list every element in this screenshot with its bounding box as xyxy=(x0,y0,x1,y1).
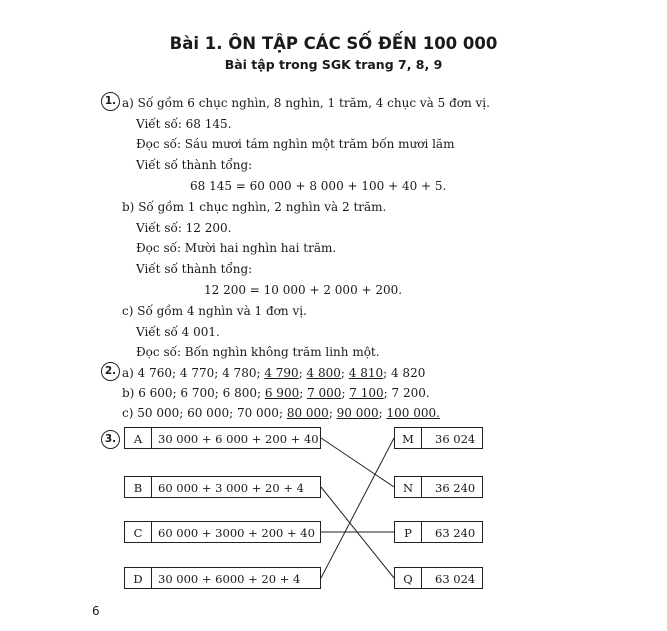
page-subtitle: Bài tập trong SGK trang 7, 8, 9 xyxy=(224,57,443,72)
exercise-2-number: 2. xyxy=(101,362,120,381)
ex2-b-filled-1: 6 900 xyxy=(264,386,300,400)
link-d-m xyxy=(321,438,394,578)
page-title: Bài 1. ÔN TẬP CÁC SỐ ĐẾN 100 000 xyxy=(169,34,498,53)
ex2-b-label: b) xyxy=(122,386,135,400)
right-box-p-value: 63 240 xyxy=(435,526,476,540)
ex2-a-given-2: 4 770 xyxy=(179,366,215,380)
ex2-c-filled-3: 100 000. xyxy=(386,406,440,420)
ex1-c-label: c) xyxy=(122,304,134,318)
left-box-b-expression: 60 000 + 3 000 + 20 + 4 xyxy=(158,481,304,495)
left-box-b-letter: B xyxy=(125,477,152,497)
link-a-n xyxy=(321,438,394,487)
left-box-a xyxy=(124,427,321,449)
ex1-a-sum: 68 145 = 60 000 + 8 000 + 100 + 40 + 5. xyxy=(190,179,447,193)
ex1-b-sum-label: Viết số thành tổng: xyxy=(136,262,253,276)
ex1-a-description: Số gồm 6 chục nghìn, 8 nghìn, 1 trăm, 4 chục và 5 đơn vị. xyxy=(137,96,490,110)
ex2-b-given-2: 6 700 xyxy=(180,386,215,400)
ex2-b-filled-3: 7 100 xyxy=(349,386,384,400)
page-number: 6 xyxy=(92,604,100,618)
left-box-a-letter: A xyxy=(125,428,152,448)
right-box-p xyxy=(394,521,483,543)
ex2-a-last: 4 820 xyxy=(390,366,426,380)
ex1-b-label: b) xyxy=(122,200,135,214)
ex2-c-given-1: 50 000 xyxy=(137,406,180,420)
ex2-c-sequence: c) 50 000; 60 000; 70 000; 80 000; 90 000; 100 000. xyxy=(122,406,440,420)
ex1-a-label: a) xyxy=(122,96,134,110)
ex2-b-given-1: 6 600 xyxy=(138,386,173,400)
ex2-b-last: 7 200. xyxy=(391,386,430,400)
right-box-n-value: 36 240 xyxy=(435,481,476,495)
left-box-d-letter: D xyxy=(125,568,152,588)
ex2-a-filled-2: 4 800 xyxy=(306,366,341,380)
ex1-b-sum: 12 200 = 10 000 + 2 000 + 200. xyxy=(204,283,403,297)
ex1-b-description: Số gồm 1 chục nghìn, 2 nghìn và 2 trăm. xyxy=(138,200,387,214)
right-box-m xyxy=(394,427,483,449)
exercise-1-number: 1. xyxy=(101,92,120,111)
ex2-b-sequence: b) 6 600; 6 700; 6 800; 6 900; 7 000; 7 100; 7 200. xyxy=(122,386,430,400)
ex2-a-given-3: 4 780 xyxy=(222,366,257,380)
left-box-c-letter: C xyxy=(125,522,152,542)
ex2-c-given-3: 70 000 xyxy=(236,406,279,420)
ex2-a-given-1: 4 760 xyxy=(137,366,173,380)
ex1-a-write: Viết số: 68 145. xyxy=(136,117,232,131)
left-box-b xyxy=(124,476,321,498)
left-box-a-expression: 30 000 + 6 000 + 200 + 40 xyxy=(158,432,319,446)
ex1-a-read: Đọc số: Sáu mươi tám nghìn một trăm bốn mươi lăm xyxy=(136,137,455,151)
right-box-m-letter: M xyxy=(395,428,422,448)
left-box-d xyxy=(124,567,321,589)
ex1-b-read: Đọc số: Mười hai nghìn hai trăm. xyxy=(136,241,337,255)
ex2-c-given-2: 60 000 xyxy=(187,406,230,420)
ex2-c-filled-1: 80 000 xyxy=(286,406,329,420)
exercise-3-number: 3. xyxy=(101,430,120,449)
right-box-q-letter: Q xyxy=(395,568,422,588)
ex1-c-write: Viết số 4 001. xyxy=(136,325,220,339)
right-box-n xyxy=(394,476,483,498)
left-box-d-expression: 30 000 + 6000 + 20 + 4 xyxy=(158,572,301,586)
right-box-p-letter: P xyxy=(395,522,422,542)
ex1-b-write: Viết số: 12 200. xyxy=(136,221,232,235)
ex2-b-filled-2: 7 000 xyxy=(307,386,342,400)
right-box-m-value: 36 024 xyxy=(435,432,476,446)
ex1-a-sum-label: Viết số thành tổng: xyxy=(136,158,253,172)
ex2-a-sequence: a) 4 760; 4 770; 4 780; 4 790; 4 800; 4 810; 4 820 xyxy=(122,366,426,380)
right-box-q xyxy=(394,567,483,589)
ex1-c-description: Số gồm 4 nghìn và 1 đơn vị. xyxy=(137,304,307,318)
left-box-c xyxy=(124,521,321,543)
ex2-a-filled-3: 4 810 xyxy=(348,366,384,380)
ex2-c-filled-2: 90 000 xyxy=(336,406,379,420)
left-box-c-expression: 60 000 + 3000 + 200 + 40 xyxy=(158,526,315,540)
right-box-n-letter: N xyxy=(395,477,422,497)
ex2-a-label: a) xyxy=(122,366,134,380)
ex2-c-label: c) xyxy=(122,406,134,420)
ex2-b-given-3: 6 800 xyxy=(222,386,257,400)
ex1-c-read: Đọc số: Bốn nghìn không trăm linh một. xyxy=(136,345,380,359)
ex2-a-filled-1: 4 790 xyxy=(264,366,299,380)
right-box-q-value: 63 024 xyxy=(435,572,476,586)
